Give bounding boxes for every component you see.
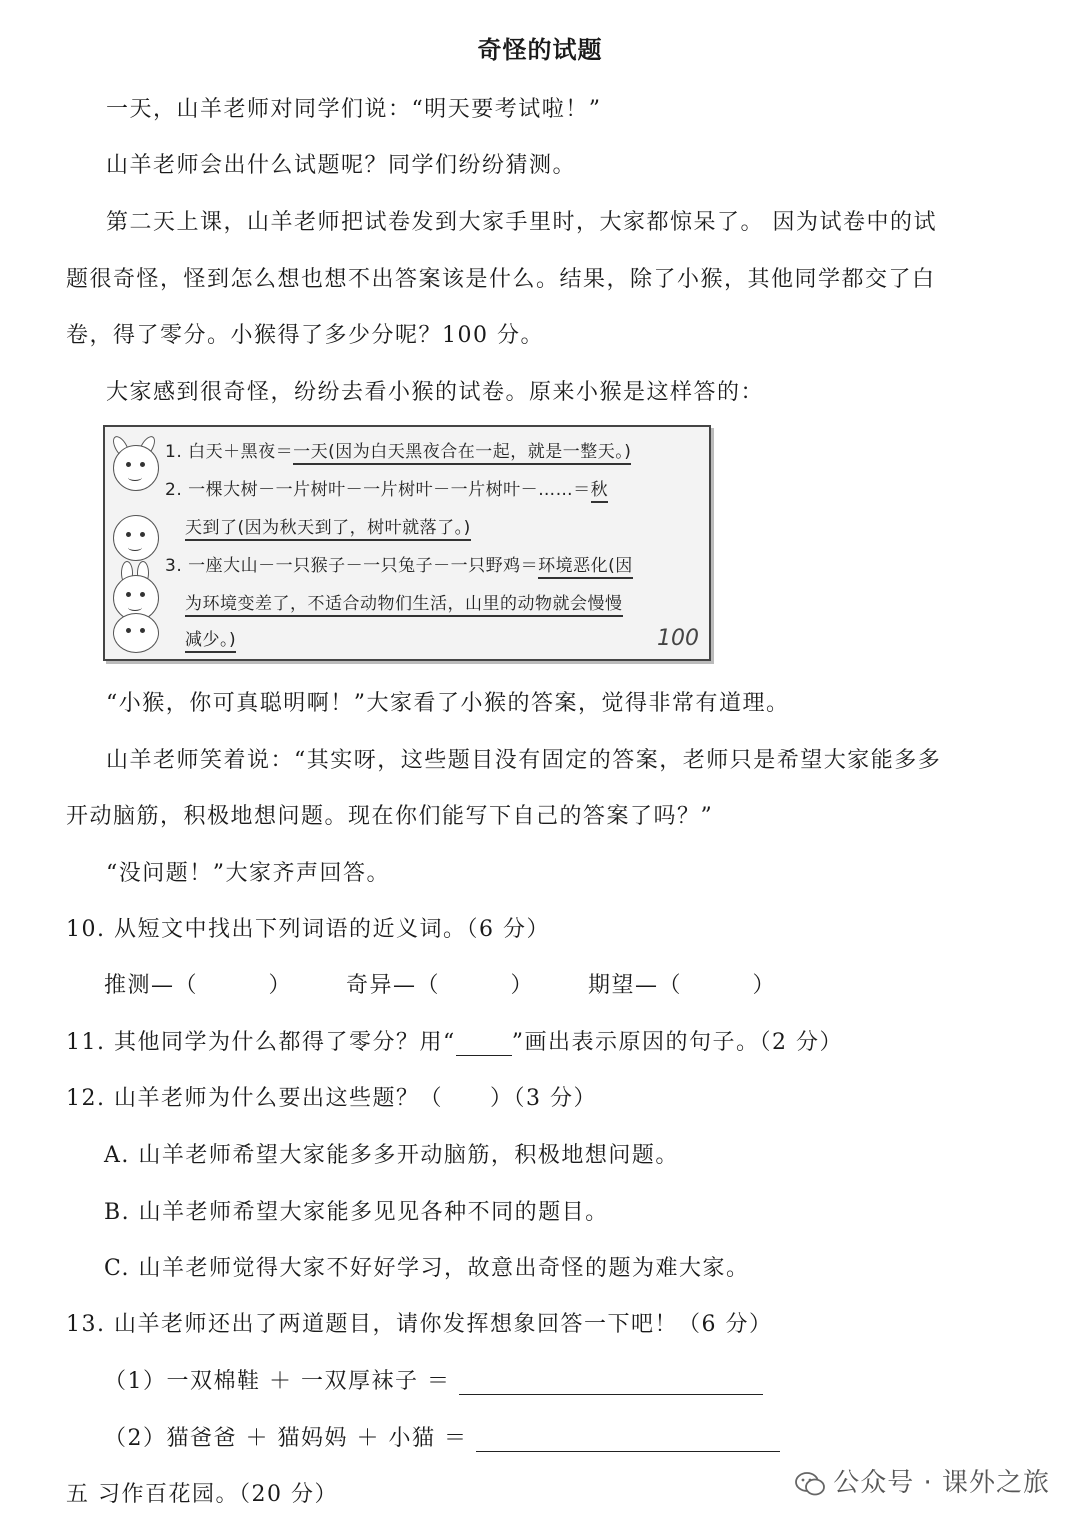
answer-line-2b bbox=[185, 513, 471, 538]
section-5-heading: 五 习作百花园。（20 分） bbox=[66, 1482, 338, 1507]
handwritten-score: 100 bbox=[657, 626, 699, 651]
wechat-icon bbox=[795, 1471, 825, 1497]
goat-teacher-icon bbox=[113, 445, 159, 491]
answer-line-3c bbox=[185, 625, 236, 650]
paragraph-3-line-2: 题很奇怪，怪到怎么想也想不出答案该是什么。结果，除了小猴，其他同学都交了白 bbox=[66, 267, 936, 292]
wechat-watermark: 公众号 · 课外之旅 bbox=[795, 1462, 1050, 1499]
question-11: 11. 其他同学为什么都得了零分？用“ ”画出表示原因的句子。（2 分） bbox=[66, 1030, 843, 1055]
paragraph-5: “小猴，你可真聪明啊！”大家看了小猴的答案，觉得非常有道理。 bbox=[106, 691, 790, 716]
monkey-answer-sheet bbox=[103, 425, 711, 661]
q13-item-1: （1）一双棉鞋 ＋ 一双厚袜子 ＝ bbox=[104, 1364, 763, 1395]
answer-3-underlined-a: 环境恶化(因 bbox=[538, 556, 633, 579]
question-12: 12. 山羊老师为什么要出这些题？（ ）（3 分） bbox=[66, 1086, 597, 1111]
q10-item-1[interactable]: 推测—（ ） bbox=[104, 973, 293, 998]
q12-option-c[interactable]: C. 山羊老师觉得大家不好好学习，故意出奇怪的题为难大家。 bbox=[104, 1256, 750, 1281]
answer-line-2: 2. 一棵大树－一片树叶－一片树叶－一片树叶－……＝秋 bbox=[165, 475, 608, 500]
q10-item-3[interactable]: 期望—（ ） bbox=[588, 973, 777, 998]
q13-answer-line-2[interactable] bbox=[476, 1429, 780, 1452]
answer-1-underlined: 一天(因为白天黑夜合在一起，就是一整天。) bbox=[293, 442, 631, 465]
answer-line-3: 3. 一座大山－一只猴子－一只兔子－一只野鸡＝环境恶化(因 bbox=[165, 551, 633, 576]
paragraph-1: 一天，山羊老师对同学们说：“明天要考试啦！” bbox=[106, 97, 602, 122]
q13-item-2: （2）猫爸爸 ＋ 猫妈妈 ＋ 小猫 ＝ bbox=[104, 1421, 780, 1452]
question-13: 13. 山羊老师还出了两道题目，请你发挥想象回答一下吧！（6 分） bbox=[66, 1312, 773, 1337]
paragraph-3-line-3: 卷，得了零分。小猴得了多少分呢？100 分。 bbox=[66, 323, 544, 348]
q12-option-b[interactable]: B. 山羊老师希望大家能多见见各种不同的题目。 bbox=[104, 1200, 609, 1225]
answer-3-underlined-c: 减少。) bbox=[185, 630, 236, 653]
chick-icon bbox=[113, 613, 159, 653]
paragraph-7: “没问题！”大家齐声回答。 bbox=[106, 861, 390, 886]
answer-2-underlined-a: 秋 bbox=[591, 480, 609, 503]
paragraph-2: 山羊老师会出什么试题呢？同学们纷纷猜测。 bbox=[106, 153, 577, 178]
q10-item-2[interactable]: 奇异—（ ） bbox=[346, 973, 535, 998]
answer-line-1: 1. 白天＋黑夜＝一天(因为白天黑夜合在一起，就是一整天。) bbox=[165, 437, 631, 462]
paragraph-3-line-1: 第二天上课，山羊老师把试卷发到大家手里时，大家都惊呆了。 因为试卷中的试 bbox=[106, 210, 937, 235]
q12-option-a[interactable]: A. 山羊老师希望大家能多多开动脑筋，积极地想问题。 bbox=[104, 1143, 679, 1168]
answer-3-underlined-b: 为环境变差了，不适合动物们生活，山里的动物就会慢慢 bbox=[185, 594, 623, 617]
monkey-icon bbox=[113, 515, 159, 561]
paragraph-6-line-2: 开动脑筋，积极地想问题。现在你们能写下自己的答案了吗？” bbox=[66, 804, 714, 829]
document-title: 奇怪的试题 bbox=[477, 36, 603, 64]
answer-line-3b bbox=[185, 589, 623, 614]
paragraph-4: 大家感到很奇怪，纷纷去看小猴的试卷。原来小猴是这样答的： bbox=[106, 380, 765, 405]
q13-answer-line-1[interactable] bbox=[459, 1372, 763, 1395]
paragraph-6-line-1: 山羊老师笑着说：“其实呀，这些题目没有固定的答案，老师只是希望大家能多多 bbox=[106, 748, 942, 773]
underline-sample bbox=[456, 1033, 512, 1056]
answer-2-underlined-b: 天到了(因为秋天到了，树叶就落了。) bbox=[185, 518, 471, 541]
question-10: 10. 从短文中找出下列词语的近义词。（6 分） bbox=[66, 917, 550, 942]
